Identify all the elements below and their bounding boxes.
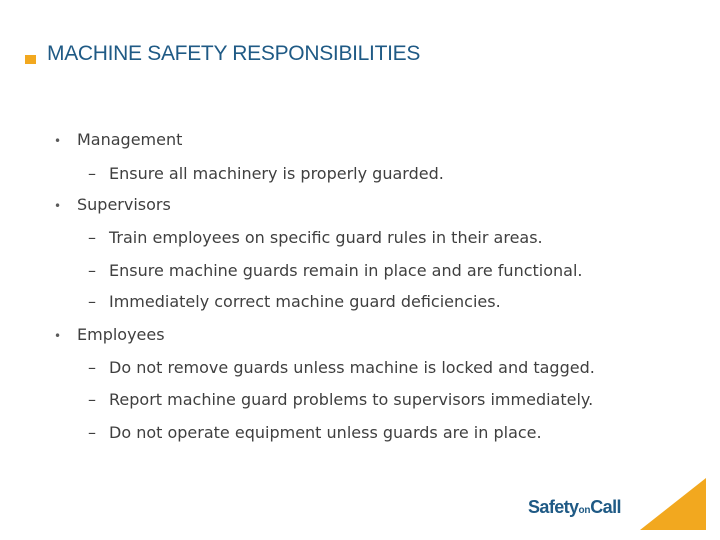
slide-title: MACHINE SAFETY RESPONSIBILITIES: [47, 42, 421, 65]
bullet-icon: •: [54, 199, 62, 213]
dash-icon: –: [88, 228, 96, 247]
list-item: Ensure all machinery is properly guarded.: [109, 164, 444, 183]
safety-on-call-logo: [528, 497, 621, 518]
list-item: Do not operate equipment unless guards are in place.: [109, 423, 542, 442]
corner-triangle-icon: [640, 478, 706, 530]
section-heading-management: Management: [77, 130, 183, 149]
list-item: Immediately correct machine guard deficiencies.: [109, 292, 501, 311]
bullet-icon: •: [54, 329, 62, 343]
logo-word-on: on: [578, 505, 591, 516]
logo-word-call: Call: [590, 497, 621, 517]
dash-icon: –: [88, 358, 96, 377]
bullet-icon: •: [54, 134, 62, 148]
list-item: Train employees on specific guard rules in their areas.: [109, 228, 543, 247]
section-heading-employees: Employees: [77, 325, 165, 344]
list-item: Ensure machine guards remain in place and are functional.: [109, 261, 583, 280]
section-heading-supervisors: Supervisors: [77, 195, 171, 214]
dash-icon: –: [88, 261, 96, 280]
title-marker: [25, 55, 36, 64]
dash-icon: –: [88, 390, 96, 409]
dash-icon: –: [88, 423, 96, 442]
logo-word-safety: Safety: [528, 497, 579, 517]
list-item: Do not remove guards unless machine is locked and tagged.: [109, 358, 595, 377]
dash-icon: –: [88, 292, 96, 311]
dash-icon: –: [88, 164, 96, 183]
list-item: Report machine guard problems to supervisors immediately.: [109, 390, 594, 409]
